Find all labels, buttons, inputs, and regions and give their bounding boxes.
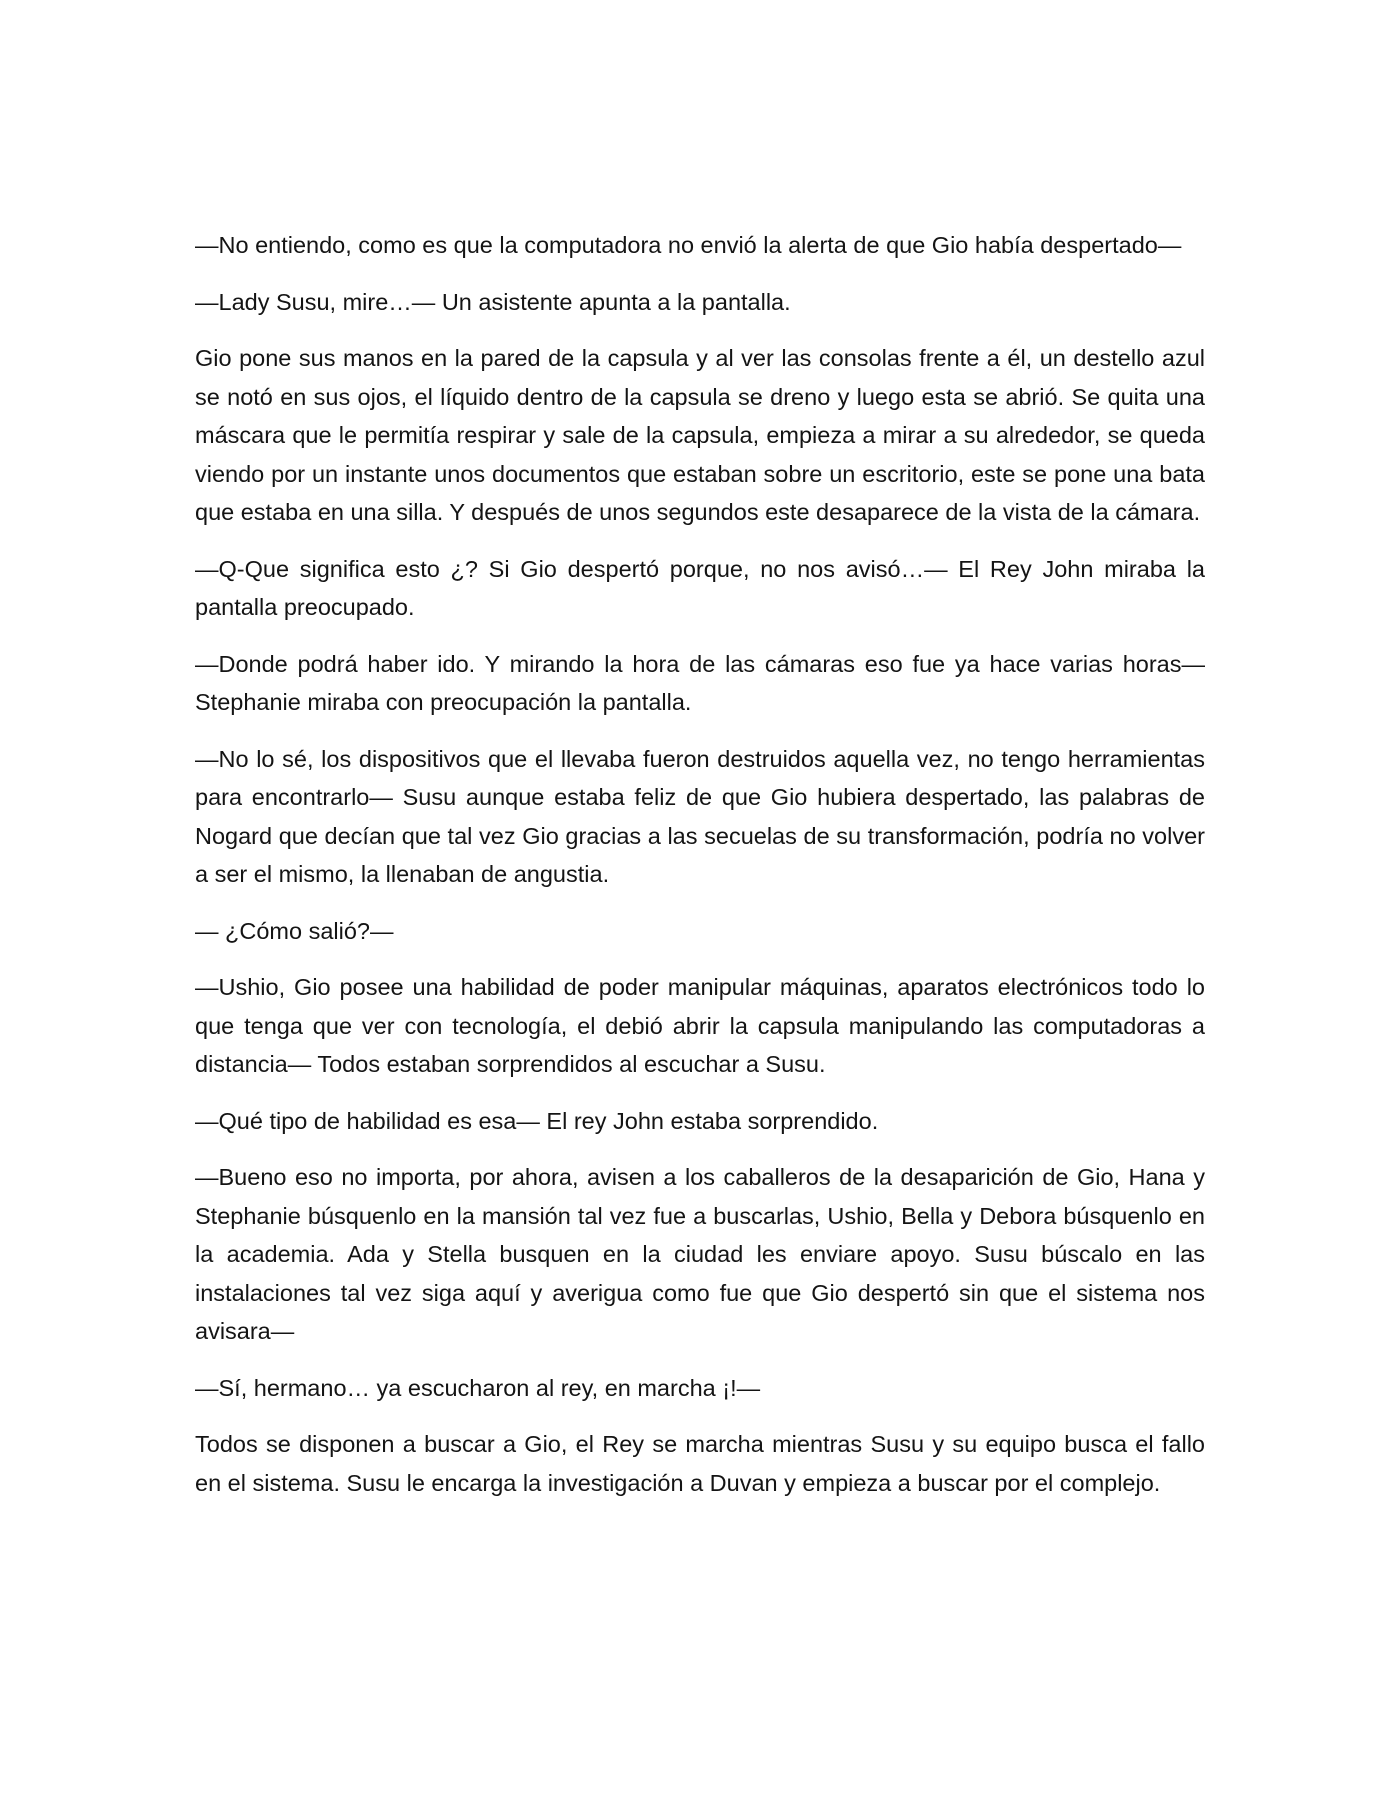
paragraph-6: —No lo sé, los dispositivos que el llevaba fueron destruidos aquella vez, no tengo herramientas para encontrarlo— Susu aunque estaba feliz de que Gio hubiera despertado, las palabras de Nogard que decían que tal vez Gio gracias a las secuelas de su transformación, podría no volver a ser el mismo, la llenaban de angustia.: [195, 745, 1205, 887]
paragraph-9: —Qué tipo de habilidad es esa— El rey John estaba sorprendido.: [195, 1107, 879, 1134]
document-body: [195, 226, 1205, 1520]
paragraph-4: —Q-Que significa esto ¿? Si Gio despertó porque, no nos avisó…— El Rey John miraba la pantalla preocupado.: [195, 555, 1205, 620]
paragraph-2: —Lady Susu, mire…— Un asistente apunta a la pantalla.: [195, 288, 791, 315]
paragraph-10: —Bueno eso no importa, por ahora, avisen a los caballeros de la desaparición de Gio, Hana y Stephanie búsquenlo en la mansión tal vez fue a buscarlas, Ushio, Bella y Debora búsquenlo en la academia. Ada y Stella busquen en la ciudad les enviare apoyo. Susu búscalo en las instalaciones tal vez siga aquí y averigua como fue que Gio despertó sin que el sistema nos avisara—: [195, 1164, 1205, 1344]
paragraph-1: —No entiendo, como es que la computadora no envió la alerta de que Gio había despertado—: [195, 232, 1182, 258]
paragraph-5: —Donde podrá haber ido. Y mirando la hora de las cámaras eso fue ya hace varias horas— Stephanie miraba con preocupación la pantalla.: [195, 650, 1205, 715]
paragraph-12: Todos se disponen a buscar a Gio, el Rey se marcha mientras Susu y su equipo busca el fallo en el sistema. Susu le encarga la investigación a Duvan y empieza a buscar por el complejo.: [195, 1431, 1205, 1496]
paragraph-8: —Ushio, Gio posee una habilidad de poder manipular máquinas, aparatos electrónicos todo lo que tenga que ver con tecnología, el debió abrir la capsula manipulando las computadoras a distancia— Todos estaban sorprendidos al escuchar a Susu.: [195, 974, 1205, 1077]
paragraph-3: Gio pone sus manos en la pared de la capsula y al ver las consolas frente a él, un destello azul se notó en sus ojos, el líquido dentro de la capsula se dreno y luego esta se abrió. Se quita una máscara que le permitía respirar y sale de la capsula, empieza a mirar a su alrededor, se queda viendo por un instante unos documentos que estaban sobre un escritorio, este se pone una bata que estaba en una silla. Y después de unos segundos este desaparece de la vista de la cámara.: [195, 345, 1205, 525]
paragraph-7: — ¿Cómo salió?—: [195, 917, 394, 944]
paragraph-11: —Sí, hermano… ya escucharon al rey, en marcha ¡!—: [195, 1374, 761, 1401]
